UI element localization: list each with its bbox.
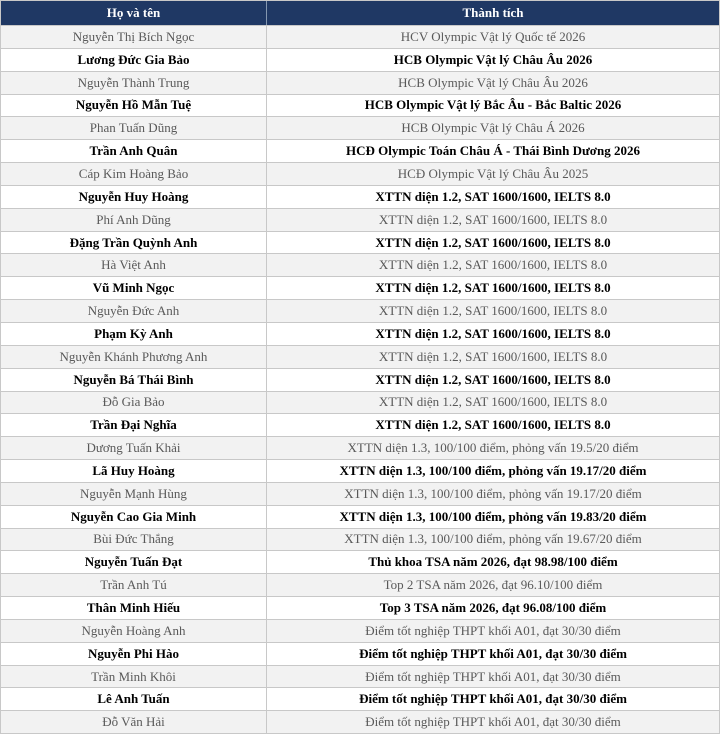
- student-name-cell: Thân Minh Hiếu: [1, 597, 267, 619]
- student-name-cell: Phan Tuấn Dũng: [1, 117, 267, 139]
- table-row: [1, 139, 719, 162]
- table-row: [1, 665, 719, 688]
- student-name-cell: Bùi Đức Thắng: [1, 529, 267, 551]
- header-name: Họ và tên: [1, 1, 267, 25]
- table-row: [1, 185, 719, 208]
- achievement-cell: XTTN diện 1.2, SAT 1600/1600, IELTS 8.0: [378, 211, 608, 227]
- student-name-cell: Cáp Kim Hoàng Bảo: [1, 163, 267, 185]
- student-name-cell: Đỗ Văn Hải: [1, 711, 267, 733]
- achievement-cell: Top 2 TSA năm 2026, đạt 96.10/100 điểm: [383, 577, 603, 593]
- student-name-cell: Trần Đại Nghĩa: [1, 414, 267, 436]
- table-row: [1, 687, 719, 710]
- achievement-cell: XTTN diện 1.2, SAT 1600/1600, IELTS 8.0: [375, 325, 611, 341]
- table-row: [1, 619, 719, 642]
- student-name-cell: Trần Anh Tú: [1, 574, 267, 596]
- achievement-cell: Thủ khoa TSA năm 2026, đạt 98.98/100 điểm: [368, 554, 618, 570]
- student-name-cell: Nguyễn Phi Hào: [1, 643, 267, 665]
- achievement-cell: XTTN diện 1.2, SAT 1600/1600, IELTS 8.0: [375, 417, 611, 433]
- student-name-cell: Nguyễn Huy Hoàng: [1, 186, 267, 208]
- table-row: [1, 436, 719, 459]
- achievement-cell: Điểm tốt nghiệp THPT khối A01, đạt 30/30 điểm: [359, 691, 627, 707]
- student-name-cell: Đỗ Gia Bảo: [1, 392, 267, 414]
- achievement-cell: XTTN diện 1.2, SAT 1600/1600, IELTS 8.0: [375, 234, 611, 250]
- achievement-cell: XTTN diện 1.2, SAT 1600/1600, IELTS 8.0: [378, 303, 608, 319]
- student-name-cell: Lã Huy Hoàng: [1, 460, 267, 482]
- student-name-cell: Lương Đức Gia Bảo: [1, 49, 267, 71]
- table-row: [1, 71, 719, 94]
- table-row: [1, 596, 719, 619]
- student-name-cell: Lê Anh Tuấn: [1, 688, 267, 710]
- student-name-cell: Nguyễn Mạnh Hùng: [1, 483, 267, 505]
- table-header-row: [1, 1, 719, 25]
- table-row: [1, 345, 719, 368]
- achievement-cell: Điểm tốt nghiệp THPT khối A01, đạt 30/30 điểm: [365, 622, 621, 638]
- student-name-cell: Nguyễn Thị Bích Ngọc: [1, 26, 267, 48]
- table-row: [1, 231, 719, 254]
- table-row: [1, 208, 719, 231]
- table-row: [1, 162, 719, 185]
- student-name-cell: Nguyễn Cao Gia Minh: [1, 506, 267, 528]
- table-row: [1, 459, 719, 482]
- table-row: [1, 276, 719, 299]
- student-name-cell: Nguyễn Thành Trung: [1, 72, 267, 94]
- achievement-cell: Điểm tốt nghiệp THPT khối A01, đạt 30/30 điểm: [365, 668, 621, 684]
- achievement-cell: HCB Olympic Vật lý Châu Âu 2026: [393, 51, 593, 67]
- table-row: [1, 413, 719, 436]
- table-row: [1, 573, 719, 596]
- table-row: [1, 391, 719, 414]
- student-name-cell: Nguyễn Tuấn Đạt: [1, 551, 267, 573]
- achievement-cell: XTTN diện 1.2, SAT 1600/1600, IELTS 8.0: [375, 371, 611, 387]
- achievement-cell: XTTN diện 1.2, SAT 1600/1600, IELTS 8.0: [378, 257, 608, 273]
- achievement-cell: HCB Olympic Vật lý Châu Á 2026: [401, 120, 585, 136]
- student-name-cell: Phạm Kỳ Anh: [1, 323, 267, 345]
- achievement-cell: Điểm tốt nghiệp THPT khối A01, đạt 30/30 điểm: [365, 714, 621, 730]
- header-achievement: Thành tích: [462, 5, 524, 20]
- table-row: [1, 482, 719, 505]
- student-name-cell: Hà Việt Anh: [1, 254, 267, 276]
- table-row: [1, 116, 719, 139]
- achievement-cell: XTTN diện 1.3, 100/100 điểm, phỏng vấn 19.83/20 điểm: [339, 508, 647, 524]
- table-row: [1, 528, 719, 551]
- achievement-cell: HCĐ Olympic Vật lý Châu Âu 2025: [397, 165, 589, 181]
- achievement-cell: HCB Olympic Vật lý Châu Âu 2026: [398, 74, 588, 90]
- achievement-cell: XTTN diện 1.3, 100/100 điểm, phỏng vấn 19.67/20 điểm: [344, 531, 642, 547]
- achievement-cell: HCĐ Olympic Toán Châu Á - Thái Bình Dương 2026: [346, 143, 640, 159]
- student-name-cell: Phí Anh Dũng: [1, 209, 267, 231]
- student-name-cell: Nguyễn Hoàng Anh: [1, 620, 267, 642]
- achievement-cell: XTTN diện 1.3, 100/100 điểm, phỏng vấn 19.17/20 điểm: [339, 462, 647, 478]
- achievement-cell: XTTN diện 1.2, SAT 1600/1600, IELTS 8.0: [378, 394, 608, 410]
- achievement-cell: Điểm tốt nghiệp THPT khối A01, đạt 30/30 điểm: [359, 645, 627, 661]
- achievement-cell: HCV Olympic Vật lý Quốc tế 2026: [400, 28, 586, 44]
- achievement-cell: XTTN diện 1.3, 100/100 điểm, phỏng vấn 19.17/20 điểm: [344, 485, 642, 501]
- table-row: [1, 368, 719, 391]
- student-name-cell: Trần Anh Quân: [1, 140, 267, 162]
- table-row: [1, 505, 719, 528]
- student-name-cell: Nguyễn Hồ Mẫn Tuệ: [1, 95, 267, 117]
- student-name-cell: Trần Minh Khôi: [1, 666, 267, 688]
- table-row: [1, 253, 719, 276]
- table-body: [1, 25, 719, 733]
- student-name-cell: Vũ Minh Ngọc: [1, 277, 267, 299]
- table-row: [1, 642, 719, 665]
- table-row: [1, 322, 719, 345]
- table-row: [1, 710, 719, 733]
- student-name-cell: Dương Tuấn Khải: [1, 437, 267, 459]
- table-row: [1, 48, 719, 71]
- student-name-cell: Nguyễn Đức Anh: [1, 300, 267, 322]
- achievement-cell: XTTN diện 1.3, 100/100 điểm, phỏng vấn 19.5/20 điểm: [347, 440, 639, 456]
- achievement-cell: XTTN diện 1.2, SAT 1600/1600, IELTS 8.0: [375, 280, 611, 296]
- achievement-cell: Top 3 TSA năm 2026, đạt 96.08/100 điểm: [379, 600, 607, 616]
- table-row: [1, 25, 719, 48]
- student-name-cell: Nguyễn Khánh Phương Anh: [1, 346, 267, 368]
- achievement-cell: XTTN diện 1.2, SAT 1600/1600, IELTS 8.0: [378, 348, 608, 364]
- student-name-cell: Nguyễn Bá Thái Bình: [1, 369, 267, 391]
- achievement-cell: HCB Olympic Vật lý Bắc Âu - Bắc Baltic 2026: [364, 97, 622, 113]
- table-row: [1, 550, 719, 573]
- table-row: [1, 94, 719, 117]
- achievement-cell: XTTN diện 1.2, SAT 1600/1600, IELTS 8.0: [375, 188, 611, 204]
- student-name-cell: Đặng Trần Quỳnh Anh: [1, 232, 267, 254]
- table-row: [1, 299, 719, 322]
